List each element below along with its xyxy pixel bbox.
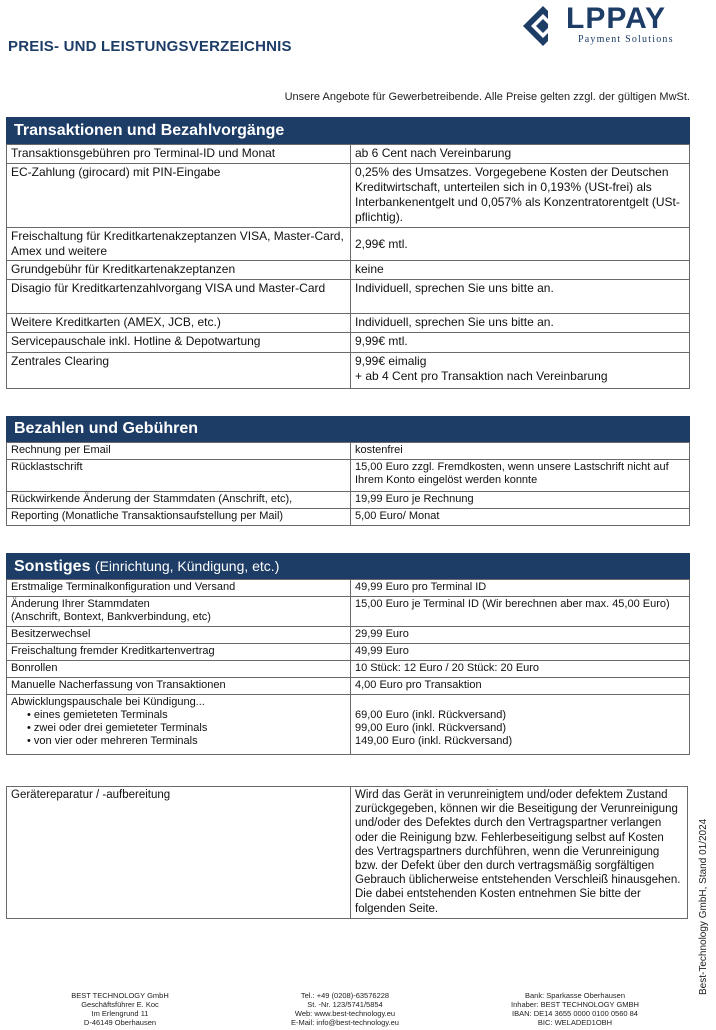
row-label: Reporting (Monatliche Transaktionsaufstellung per Mail) [7,508,351,525]
row-value: ab 6 Cent nach Vereinbarung [351,145,690,164]
company-logo [522,2,692,47]
row-label: Gerätereparatur / -aufbereitung [7,787,351,919]
termination-price: 149,00 Euro (inkl. Rückversand) [355,735,513,747]
list-item: • eines gemieteten Terminals [27,709,346,722]
row-label: Bonrollen [7,661,351,678]
row-value [351,353,690,389]
section-title: Bezahlen und Gebühren [14,420,199,437]
section-header [6,553,690,579]
table-row [7,787,688,919]
row-label: Freischaltung für Kreditkartenakzeptanzen VISA, Master-Card, Amex und weitere [7,228,351,261]
row-label-line: (Anschrift, Bontext, Bankverbindung, etc) [11,611,211,623]
footer-line: Tel.: +49 (0208)-63576228 [300,991,390,1000]
footer-line: Im Erlengrund 11 [91,1009,149,1018]
row-value: 2,99€ mtl. [351,228,690,261]
row-label: Weitere Kreditkarten (AMEX, JCB, etc.) [7,314,351,333]
price-table [6,144,690,389]
footer-line: Web: www.best-technology.eu [294,1009,396,1018]
table-row [7,508,690,525]
row-value: 4,00 Euro pro Transaktion [351,678,690,695]
table-row [7,228,690,261]
footer-line: Geschäftsführer E. Koc [81,1000,159,1009]
table-row [7,443,690,460]
row-label: Rücklastschrift [7,459,351,491]
table-row [7,627,690,644]
table-row [7,678,690,695]
table-row [7,580,690,597]
table-row [7,145,690,164]
row-label: Zentrales Clearing [7,353,351,389]
row-label: Disagio für Kreditkartenzahlvorgang VISA und Master-Card [7,280,351,314]
termination-price: 69,00 Euro (inkl. Rückversand) [355,709,507,721]
page-title: PREIS- UND LEISTUNGSVERZEICHNIS [8,38,292,55]
logo-subtitle: Payment Solutions [578,34,674,45]
list-item: • von vier oder mehreren Terminals [27,735,346,748]
row-label: Rückwirkende Änderung der Stammdaten (Anschrift, etc), [7,491,351,508]
row-value: 15,00 Euro je Terminal ID (Wir berechnen aber max. 45,00 Euro) [351,597,690,627]
footer-line: St. -Nr. 123/5741/5854 [307,1000,383,1009]
table-row [7,261,690,280]
section-transactions [6,117,690,389]
table-row [7,597,690,627]
row-label: Servicepauschale inkl. Hotline & Depotwartung [7,333,351,353]
row-value: 19,99 Euro je Rechnung [351,491,690,508]
row-label: EC-Zahlung (girocard) mit PIN-Eingabe [7,164,351,228]
footer-line: BIC: WELADED1OBH [537,1018,613,1027]
table-row [7,314,690,333]
row-label: Transaktionsgebühren pro Terminal-ID und Monat [7,145,351,164]
footer-line: Inhaber: BEST TECHNOLOGY GMBH [511,1000,639,1009]
row-value: Individuell, sprechen Sie uns bitte an. [351,314,690,333]
footer-line: IBAN: DE14 3655 0000 0100 0560 84 [512,1009,638,1018]
footer-contact [275,991,415,1027]
document-version-note: Best-Technology GmbH, Stand 01/2024 [698,818,709,995]
price-table [6,442,690,526]
table-row [7,353,690,389]
row-value: Individuell, sprechen Sie uns bitte an. [351,280,690,314]
section-header [6,416,690,442]
row-label: Erstmalige Terminalkonfiguration und Versand [7,580,351,597]
table-row [7,661,690,678]
price-table [6,579,690,755]
row-value: 10 Stück: 12 Euro / 20 Stück: 20 Euro [351,661,690,678]
section-title: Sonstiges [14,558,91,575]
table-row [7,491,690,508]
footer-line: Bank: Sparkasse Oberhausen [524,991,626,1000]
footer-company [60,991,180,1027]
row-label: Besitzerwechsel [7,627,351,644]
section-misc [6,553,690,755]
footer-line: E-Mail: info@best-technology.eu [291,1018,399,1027]
footer-bank [500,991,650,1027]
row-label: Freischaltung fremder Kreditkartenvertrag [7,644,351,661]
row-label: Rechnung per Email [7,443,351,460]
row-value: 5,00 Euro/ Monat [351,508,690,525]
row-label: Grundgebühr für Kreditkartenakzeptanzen [7,261,351,280]
pricing-notice: Unsere Angebote für Gewerbetreibende. Alle Preise gelten zzgl. der gültigen MwSt. [284,91,690,103]
row-label-line: Änderung Ihrer Stammdaten [11,598,150,610]
list-item: • zwei oder drei gemieteter Terminals [27,722,346,735]
section-title: Transaktionen und Bezahlvorgänge [14,122,285,139]
footer-line: D-46149 Oberhausen [83,1018,157,1027]
section-payment-fees [6,416,690,526]
row-value-line: + ab 4 Cent pro Transaktion nach Vereinbarung [355,369,608,383]
row-value: 15,00 Euro zzgl. Fremdkosten, wenn unsere Lastschrift nicht auf Ihrem Konto eingelöst werden konnte [351,459,690,491]
table-row [7,459,690,491]
row-value: 29,99 Euro [351,627,690,644]
section-header [6,117,690,144]
termination-list [11,709,346,748]
repair-table [6,786,688,919]
table-row [7,164,690,228]
row-value: kostenfrei [351,443,690,460]
section-repair [6,786,688,919]
row-label: Manuelle Nacherfassung von Transaktionen [7,678,351,695]
row-value: 0,25% des Umsatzes. Vorgegebene Kosten der Deutschen Kreditwirtschaft, unterteilen sich in 0,193% (USt-frei) als Interbankenentgelt und 0,057% als Konzentratorentgelt (USt-pflichtig). [351,164,690,228]
section-subtitle: (Einrichtung, Kündigung, etc.) [94,558,280,574]
table-row [7,333,690,353]
table-row [7,644,690,661]
row-value: 49,99 Euro pro Terminal ID [351,580,690,597]
row-value [351,695,690,755]
footer-line: BEST TECHNOLOGY GmbH [71,991,169,1000]
row-value-line: 9,99€ eimalig [355,354,427,368]
row-label [7,597,351,627]
row-value: keine [351,261,690,280]
row-label [7,695,351,755]
diamond-logo-icon [522,5,564,47]
row-value: 49,99 Euro [351,644,690,661]
table-row [7,695,690,755]
termination-price: 99,00 Euro (inkl. Rückversand) [355,722,507,734]
termination-heading: Abwicklungspauschale bei Kündigung... [11,696,205,708]
logo-name: LPPAY [566,2,667,35]
row-value: 9,99€ mtl. [351,333,690,353]
row-value: Wird das Gerät in verunreinigtem und/oder defektem Zustand zurückgegeben, können wir die Beseitigung der Verunreinigung und/oder des Defektes durch den Vertragspartner verlangen oder die Reinigung bzw. Fehlerbeseitigung selbst auf Kosten des Vertragspartners durchführen, wenn die Verunreinigung bzw. der Defekt über den durch vertragsmäßig sorgfältigen Gebrauch üblicherweise entstehenden Verschleiß hinausgehen. Die dabei entstehenden Kosten entnehmen Sie bitte der folgenden Seite. [351,787,688,919]
table-row [7,280,690,314]
